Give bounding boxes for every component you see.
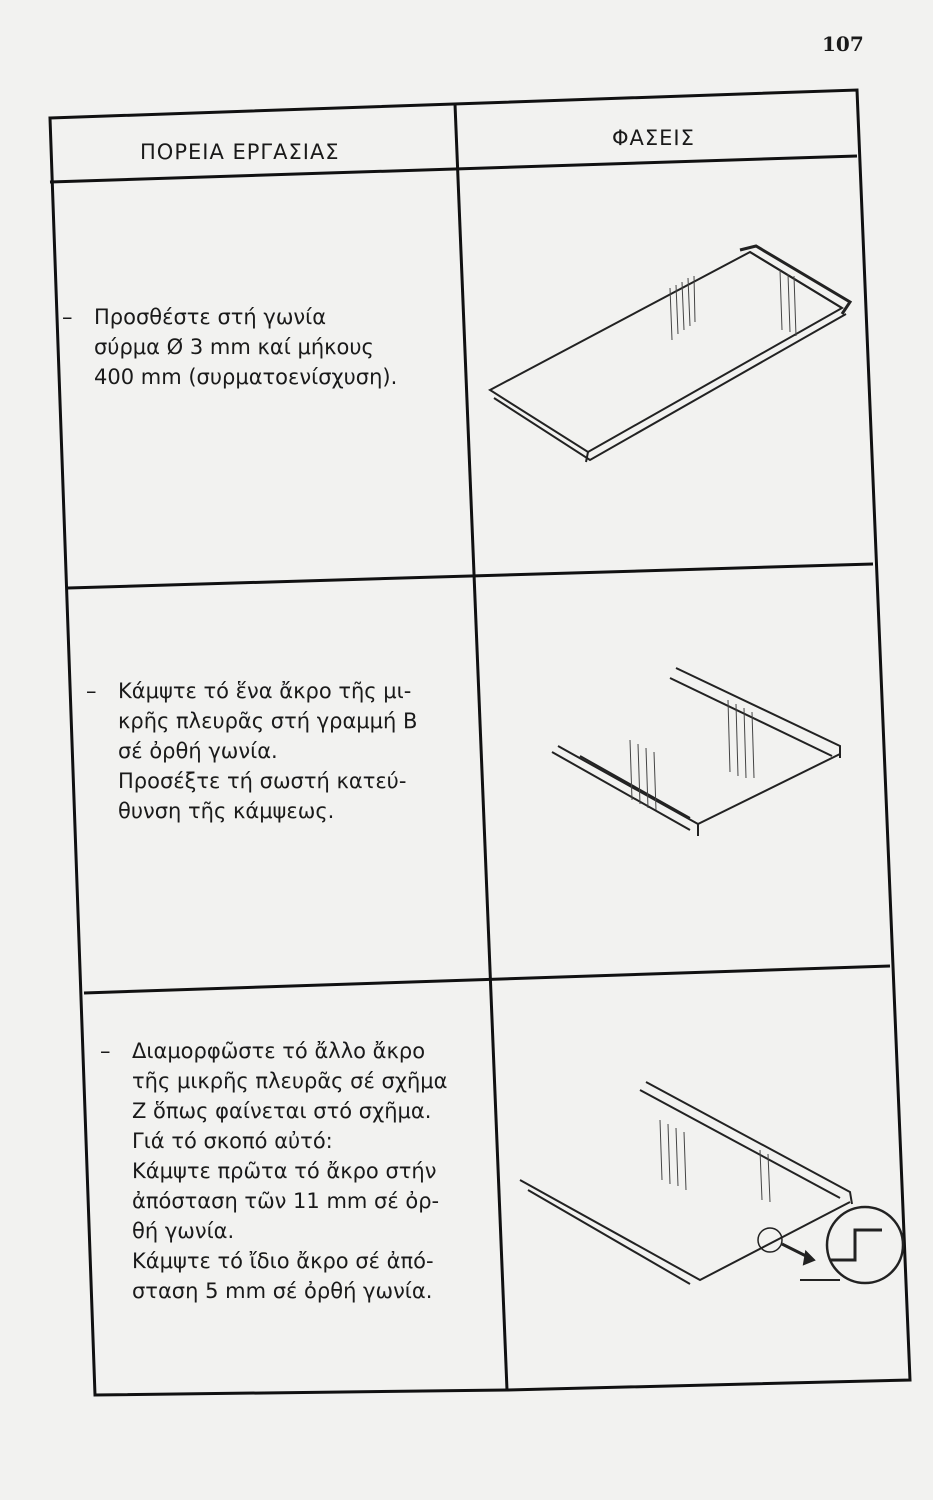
step-line: Προσέξτε τή σωστή κατεύ- <box>118 769 407 793</box>
step-1-text <box>62 302 454 392</box>
row-divider-1 <box>68 564 873 588</box>
step-line: σύρμα Ø 3 mm καί μήκους <box>94 335 374 359</box>
step-line: θή γωνία. <box>132 1219 235 1243</box>
bullet-dash: – <box>86 679 97 703</box>
step-line: ἀπόσταση τῶν 11 mm σέ ὀρ- <box>132 1189 440 1213</box>
row-divider-2 <box>84 966 890 993</box>
sheet-z-profile-illustration <box>510 1080 910 1300</box>
step-2-text <box>86 676 458 826</box>
step-line: Κάμψτε πρῶτα τό ἄκρο στήν <box>132 1159 437 1183</box>
sheet-with-wire-edge-illustration <box>470 230 860 480</box>
step-line: κρῆς πλευρᾶς στή γραμμή Β <box>118 709 418 733</box>
bullet-dash: – <box>100 1039 111 1063</box>
step-line: Προσθέστε στή γωνία <box>94 305 327 329</box>
step-line: θυνση τῆς κάμψεως. <box>118 799 335 823</box>
step-line: Κάμψτε τό ἴδιο ἄκρο σέ ἀπό- <box>132 1249 434 1273</box>
step-line: Διαμορφῶστε τό ἄλλο ἄκρο <box>132 1039 426 1063</box>
step-3-text <box>100 1036 472 1306</box>
step-line: Γιά τό σκοπό αὐτό: <box>132 1129 333 1153</box>
header-phases: ΦΑΣΕΙΣ <box>612 126 695 150</box>
bullet-dash: – <box>62 305 73 329</box>
step-line: τῆς μικρῆς πλευρᾶς σέ σχῆμα <box>132 1069 448 1093</box>
sheet-bent-right-angle-illustration <box>540 660 850 850</box>
header-procedure: ΠΟΡΕΙΑ ΕΡΓΑΣΙΑΣ <box>140 140 340 164</box>
step-line: σέ ὀρθή γωνία. <box>118 739 278 763</box>
step-line: σταση 5 mm σέ ὀρθή γωνία. <box>132 1279 433 1303</box>
step-line: 400 mm (συρματοενίσχυση). <box>94 365 398 389</box>
step-line: Κάμψτε τό ἕνα ἄκρο τῆς μι- <box>118 679 412 703</box>
page-number: 107 <box>822 32 864 56</box>
step-line: Ζ ὅπως φαίνεται στό σχῆμα. <box>132 1099 432 1123</box>
